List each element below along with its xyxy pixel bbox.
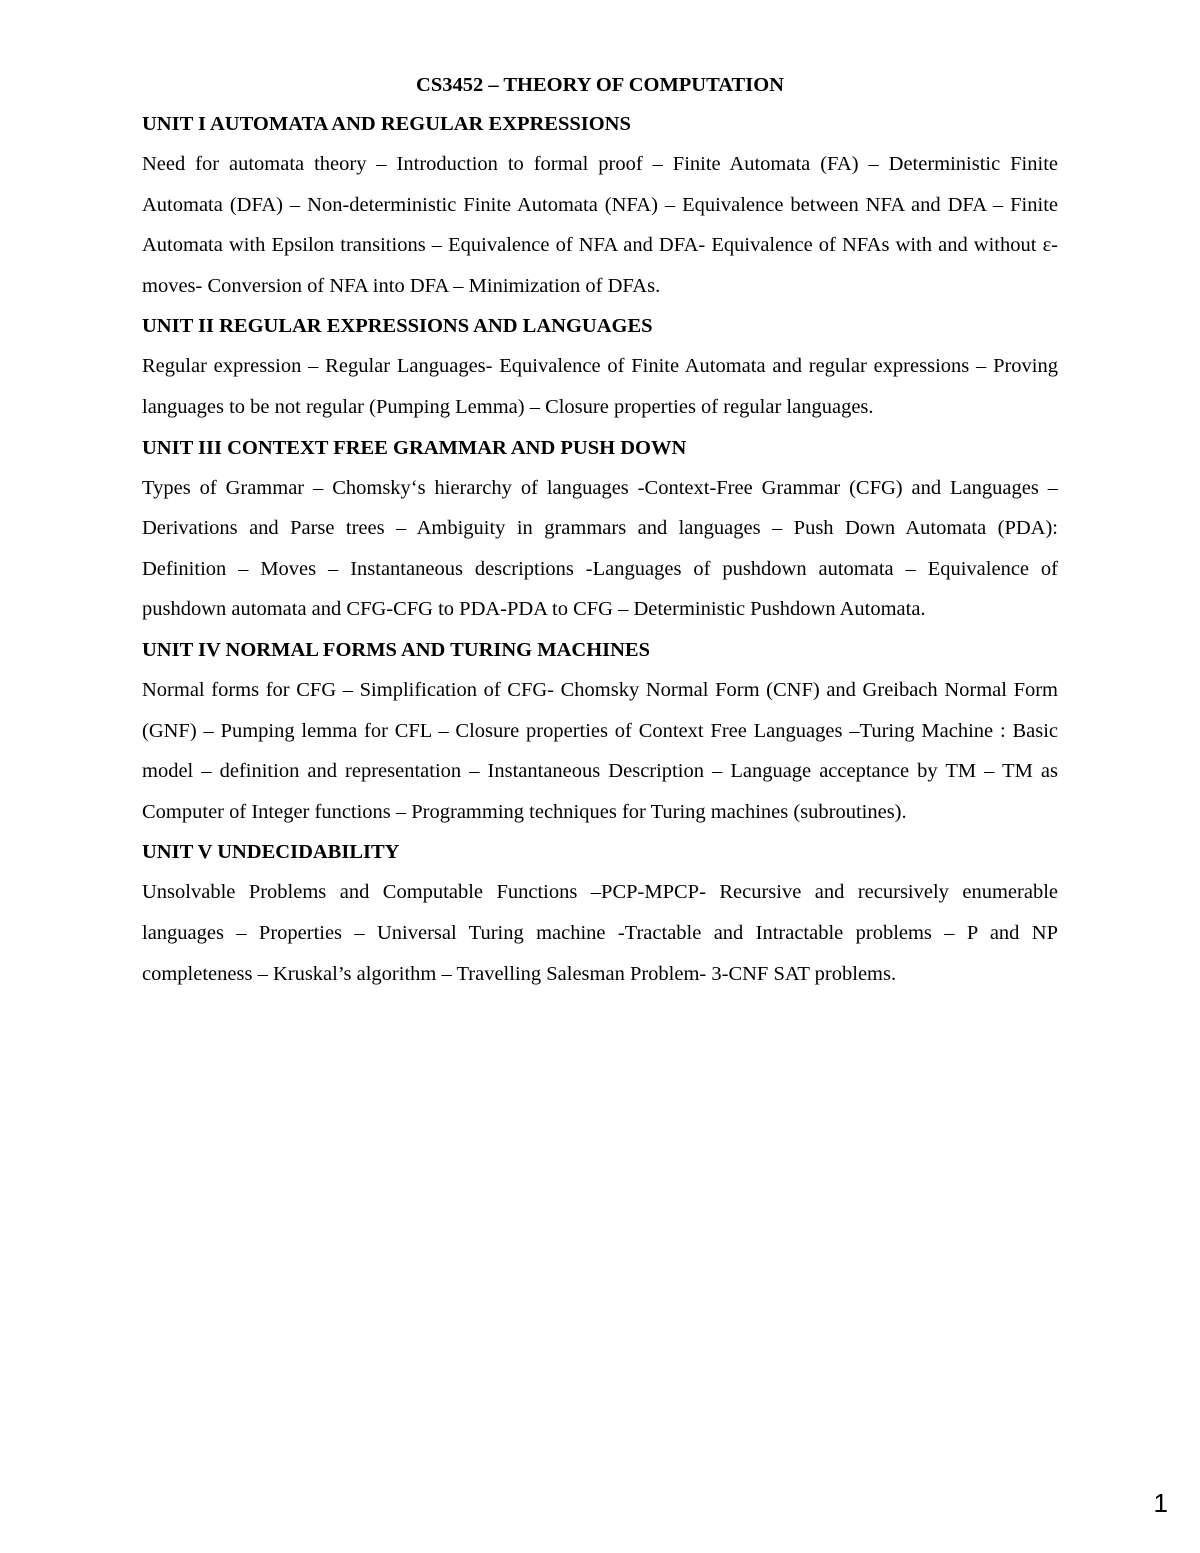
unit-5-body: Unsolvable Problems and Computable Functions –PCP-MPCP- Recursive and recursively enumerable languages – Properties – Universal Turing machine -Tractable and Intractable problems – P and NP completeness – Kruskal’s algorithm – Travelling Salesman Problem- 3-CNF SAT problems.	[142, 881, 1058, 985]
unit-2-body: Regular expression – Regular Languages- Equivalence of Finite Automata and regular expressions – Proving languages to be not regular (Pumping Lemma) – Closure properties of regular languages.	[142, 355, 1058, 418]
unit-1-body: Need for automata theory – Introduction to formal proof – Finite Automata (FA) – Deterministic Finite Automata (DFA) – Non-deterministic Finite Automata (NFA) – Equivalence between NFA and DFA – Finite Automata with Epsilon transitions – Equivalence of NFA and DFA- Equivalence of NFAs with and without ε-moves- Conversion of NFA into DFA – Minimization of DFAs.	[142, 153, 1058, 297]
unit-1-section	[142, 104, 1058, 306]
unit-4-body: Normal forms for CFG – Simplification of CFG- Chomsky Normal Form (CNF) and Greibach Normal Form (GNF) – Pumping lemma for CFL – Closure properties of Context Free Languages –Turing Machine : Basic model – definition and representation – Instantaneous Description – Language acceptance by TM – TM as Computer of Integer functions – Programming techniques for Turing machines (subroutines).	[142, 678, 1058, 823]
unit-4-heading: UNIT IV NORMAL FORMS AND TURING MACHINES	[142, 638, 651, 661]
unit-5-heading: UNIT V UNDECIDABILITY	[142, 841, 400, 864]
page-number: 1	[1153, 1488, 1168, 1518]
unit-2-heading: UNIT II REGULAR EXPRESSIONS AND LANGUAGES	[142, 315, 653, 338]
document-page	[142, 66, 1058, 994]
unit-1-heading: UNIT I AUTOMATA AND REGULAR EXPRESSIONS	[142, 113, 631, 135]
unit-3-body: Types of Grammar – Chomsky‘s hierarchy of languages -Context-Free Grammar (CFG) and Languages – Derivations and Parse trees – Ambiguity in grammars and languages – Push Down Automata (PDA): Definition – Moves – Instantaneous descriptions -Languages of pushdown automata – Equivalence of pushdown automata and CFG-CFG to PDA-PDA to CFG – Deterministic Pushdown Automata.	[142, 476, 1058, 621]
unit-2-section	[142, 306, 1058, 427]
unit-4-section	[142, 630, 1058, 832]
unit-3-heading: UNIT III CONTEXT FREE GRAMMAR AND PUSH DOWN	[142, 436, 687, 459]
document-title: CS3452 – THEORY OF COMPUTATION	[416, 74, 784, 96]
unit-5-section	[142, 832, 1058, 994]
unit-3-section	[142, 428, 1058, 630]
